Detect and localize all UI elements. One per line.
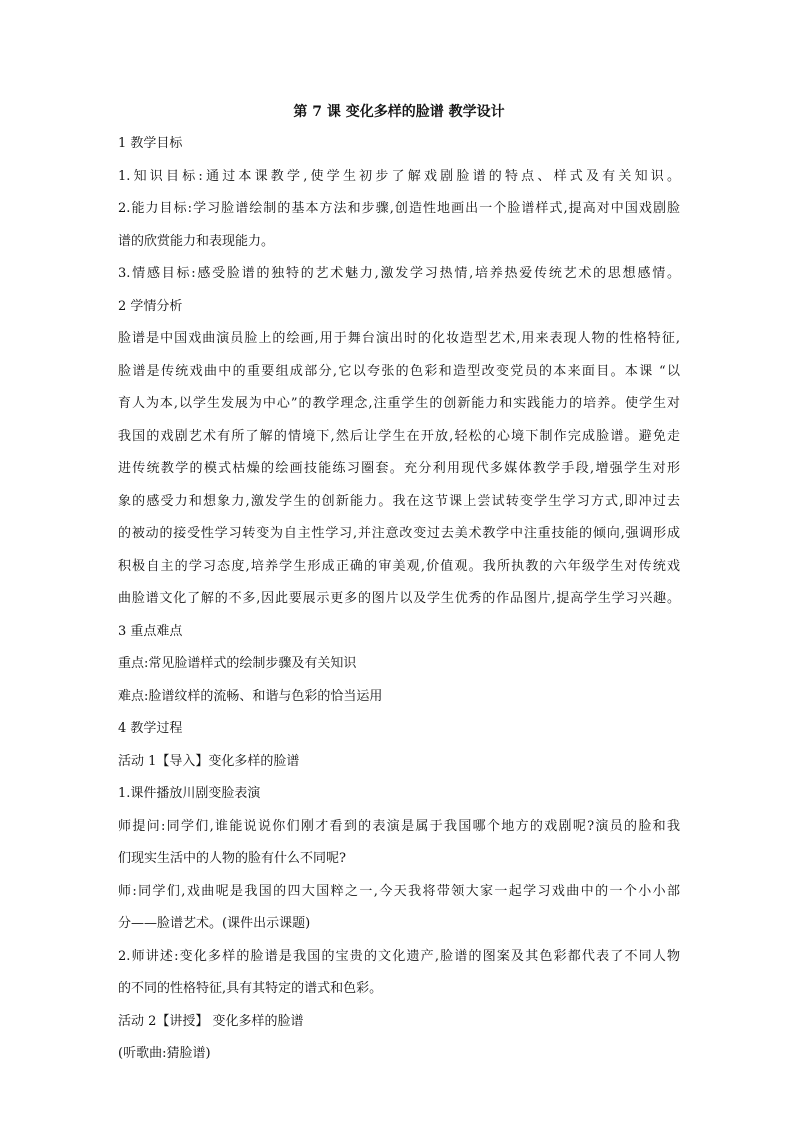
paragraph-line: 分——脸谱艺术。(课件出示课题) (118, 916, 311, 931)
paragraph-line: 脸谱是传统戏曲中的重要组成部分,它以夸张的色彩和造型改变党员的本来面目。本课 “以 (118, 363, 680, 379)
document-title: 第 7 课 变化多样的脸谱 教学设计 (293, 104, 505, 120)
paragraph-line: 难点:脸谱纹样的流畅、和谐与色彩的恰当运用 (118, 688, 383, 704)
paragraph-line: 师:同学们,戏曲呢是我国的四大国粹之一,今天我将带领大家一起学习戏曲中的一个小小部 (118, 883, 680, 899)
paragraph-line: 重点:常见脸谱样式的绘制步骤及有关知识 (118, 656, 357, 671)
activity-heading: 活动 2【讲授】 变化多样的脸谱 (118, 1013, 304, 1029)
section-heading-key-points: 3 重点难点 (118, 623, 183, 639)
paragraph-line: 进传统教学的模式枯燥的绘画技能练习圈套。充分利用现代多媒体教学手段,增强学生对形 (118, 461, 680, 476)
paragraph-line: 们现实生活中的人物的脸有什么不同呢? (118, 851, 346, 866)
paragraph-line: 3.情感目标:感受脸谱的独特的艺术魅力,激发学习热情,培养热爱传统艺术的思想感情。 (118, 266, 680, 281)
document-body (118, 98, 680, 1071)
paragraph-line: 脸谱是中国戏曲演员脸上的绘画,用于舞台演出时的化妆造型艺术,用来表现人物的性格特征, (118, 331, 680, 346)
paragraph-line: 曲脸谱文化了解的不多,因此要展示更多的图片以及学生优秀的作品图片,提高学生学习兴趣。 (118, 591, 680, 606)
paragraph-line: 1.课件播放川剧变脸表演 (118, 786, 261, 801)
paragraph-line: (听歌曲:猜脸谱) (118, 1046, 211, 1061)
section-heading-process: 4 教学过程 (118, 721, 183, 736)
paragraph-line: 2.师讲述:变化多样的脸谱是我国的宝贵的文化遗产,脸谱的图案及其色彩都代表了不同人物 (118, 948, 680, 964)
paragraph-line: 谱的欣赏能力和表现能力。 (118, 233, 275, 249)
section-heading-analysis: 2 学情分析 (118, 298, 183, 314)
paragraph-line: 象的感受力和想象力,激发学生的创新能力。我在这节课上尝试转变学生学习方式,即冲过去 (118, 493, 680, 509)
paragraph-line: 积极自主的学习态度,培养学生形成正确的审美观,价值观。我所执教的六年级学生对传统戏 (118, 558, 680, 574)
paragraph-line: 师提问:同学们,谁能说说你们刚才看到的表演是属于我国哪个地方的戏剧呢?演员的脸和我 (118, 818, 680, 834)
paragraph-line: 的不同的性格特征,具有其特定的谱式和色彩。 (118, 981, 383, 996)
paragraph-line: 的被动的接受性学习转变为自主性学习,并注意改变过去美术教学中注重技能的倾向,强调形成 (118, 526, 680, 541)
activity-heading: 活动 1【导入】变化多样的脸谱 (118, 753, 300, 769)
paragraph-line: 育人为本,以学生发展为中心”的教学理念,注重学生的创新能力和实践能力的培养。使学生对 (118, 396, 680, 411)
paragraph-line: 2.能力目标:学习脸谱绘制的基本方法和步骤,创造性地画出一个脸谱样式,提高对中国戏剧脸 (118, 201, 680, 216)
section-heading-objectives: 1 教学目标 (118, 136, 183, 151)
paragraph-line: 我国的戏剧艺术有所了解的情境下,然后让学生在开放,轻松的心境下制作完成脸谱。避免走 (118, 428, 680, 444)
paragraph-line: 1.知识目标:通过本课教学,使学生初步了解戏剧脸谱的特点、样式及有关知识。 (118, 168, 680, 184)
